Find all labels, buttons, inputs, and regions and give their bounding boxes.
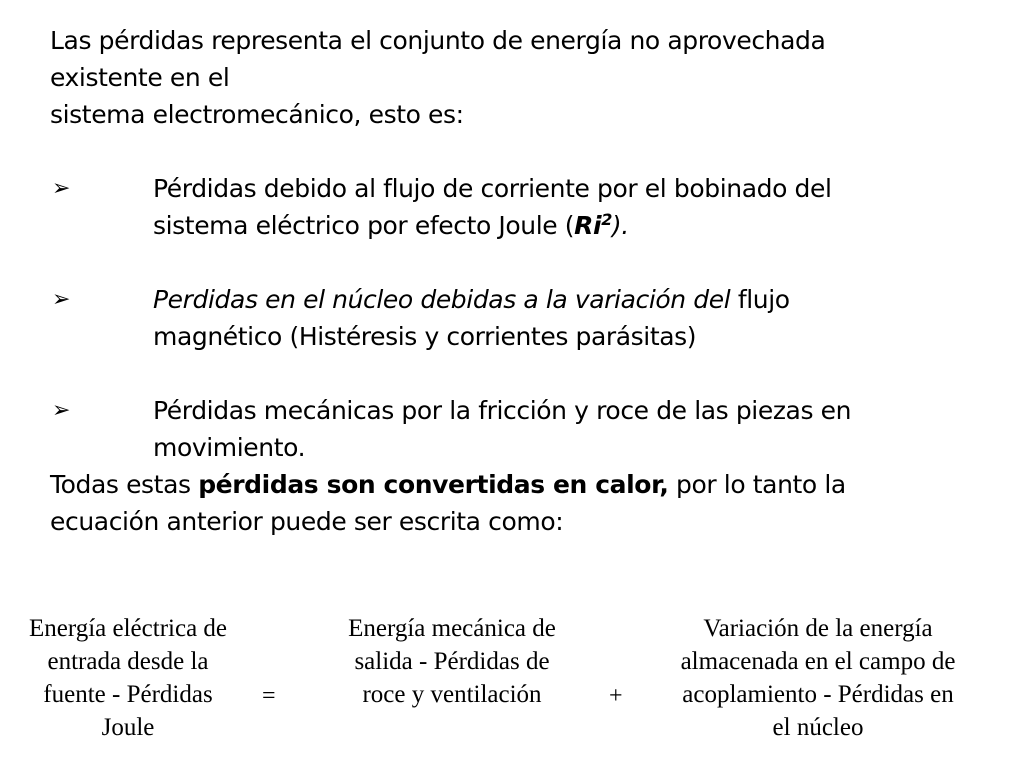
energy-balance-equation [0,612,1024,752]
equation-right-term [648,612,988,744]
intro-paragraph [50,22,985,133]
formula-close: ). [611,211,629,240]
arrow-bullet-icon: ➢ [52,398,71,423]
equation-line: salida - Pérdidas de [354,648,550,675]
conclusion-line-2: ecuación anterior puede ser escrita como: [50,507,564,536]
arrow-bullet-icon: ➢ [52,176,71,201]
conclusion-bold: pérdidas son convertidas en calor, [198,470,669,499]
equation-left-term [8,612,248,744]
slide-body [50,22,985,540]
equation-line: Energía mecánica de [348,615,556,642]
bullet-text: flujo [730,285,790,314]
bullet-text: Pérdidas mecánicas por la fricción y roce de las piezas en [153,396,852,425]
arrow-bullet-icon: ➢ [52,287,71,312]
spacer [50,244,985,281]
plus-sign: + [609,683,623,709]
equation-line: almacenada en el campo de [680,648,956,675]
equation-line: entrada desde la [47,648,209,675]
formula-exponent: 2 [601,210,612,229]
equation-line: Energía eléctrica de [28,615,228,642]
conclusion-paragraph [50,466,985,540]
intro-line-1: Las pérdidas representa el conjunto de energía no aprovechada [50,26,826,55]
equation-line: roce y ventilación [362,681,542,708]
equation-line: acoplamiento - Pérdidas en [682,681,954,708]
equation-line: Joule [101,714,155,741]
bullet-text-italic: Perdidas en el núcleo debidas a la variación del [153,285,731,314]
intro-line-3: sistema electromecánico, esto es: [50,100,464,129]
bullet-text: Pérdidas debido al flujo de corriente por el bobinado del [153,174,832,203]
equation-line: el núcleo [772,714,864,741]
bullet-text-cont: sistema eléctrico por efecto Joule ( [153,211,575,240]
spacer [50,355,985,392]
formula-ri: Ri [574,211,602,240]
intro-line-2: existente en el [50,63,230,92]
equation-line: Variación de la energía [703,615,933,642]
equals-sign: = [262,683,276,709]
conclusion-end: por lo tanto la [668,470,846,499]
bullet-text-cont: movimiento. [153,433,306,462]
bullet-joule-losses [50,170,985,244]
bullet-mechanical-losses [50,392,985,466]
equation-line: fuente - Pérdidas [43,681,213,708]
bullet-core-losses [50,281,985,355]
bullet-text-cont: magnético (Histéresis y corrientes parásitas) [153,322,697,351]
spacer [50,133,985,170]
conclusion-start: Todas estas [50,470,199,499]
equation-middle-term [322,612,582,711]
